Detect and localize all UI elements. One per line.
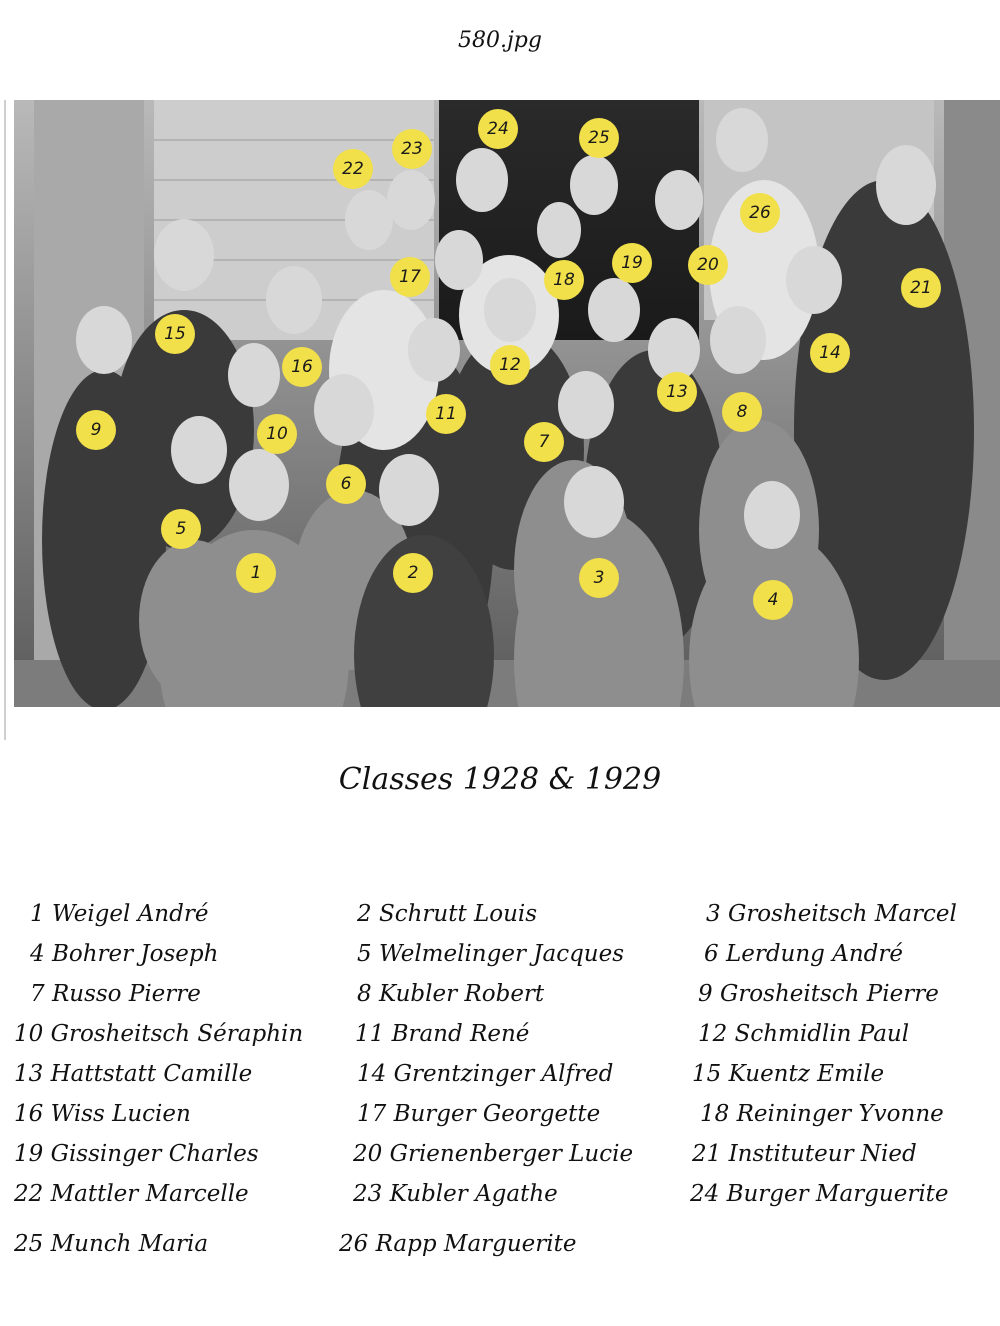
marker-25: 25 — [579, 118, 619, 158]
legend-entry: 19 Gissinger Charles — [14, 1141, 259, 1167]
marker-4: 4 — [753, 580, 793, 620]
marker-22: 22 — [333, 149, 373, 189]
marker-24: 24 — [478, 109, 518, 149]
marker-26: 26 — [740, 193, 780, 233]
marker-6: 6 — [326, 464, 366, 504]
legend-entry: 8 Kubler Robert — [357, 981, 545, 1007]
marker-18: 18 — [544, 260, 584, 300]
legend-entry: 25 Munch Maria — [14, 1231, 209, 1257]
legend-entry: 15 Kuentz Emile — [692, 1061, 885, 1087]
photo-caption: Classes 1928 & 1929 — [338, 762, 662, 797]
marker-15: 15 — [155, 314, 195, 354]
legend-entry: 13 Hattstatt Camille — [14, 1061, 253, 1087]
marker-13: 13 — [657, 372, 697, 412]
legend-entry: 18 Reininger Yvonne — [700, 1101, 944, 1127]
marker-10: 10 — [257, 414, 297, 454]
marker-9: 9 — [76, 410, 116, 450]
marker-8: 8 — [722, 392, 762, 432]
marker-5: 5 — [161, 509, 201, 549]
marker-12: 12 — [490, 345, 530, 385]
legend-entry: 17 Burger Georgette — [357, 1101, 601, 1127]
legend-entry: 24 Burger Marguerite — [690, 1181, 949, 1207]
file-name: 580.jpg — [458, 28, 542, 53]
legend-entry: 21 Instituteur Nied — [692, 1141, 917, 1167]
marker-23: 23 — [392, 129, 432, 169]
marker-7: 7 — [524, 422, 564, 462]
legend-entry: 26 Rapp Marguerite — [339, 1231, 577, 1257]
marker-20: 20 — [688, 245, 728, 285]
legend-entry: 14 Grentzinger Alfred — [357, 1061, 614, 1087]
marker-11: 11 — [426, 394, 466, 434]
legend-entry: 10 Grosheitsch Séraphin — [14, 1021, 304, 1047]
legend-entry: 20 Grienenberger Lucie — [353, 1141, 634, 1167]
marker-19: 19 — [612, 243, 652, 283]
legend-entry: 16 Wiss Lucien — [14, 1101, 191, 1127]
legend-entry: 3 Grosheitsch Marcel — [706, 901, 957, 927]
marker-21: 21 — [901, 268, 941, 308]
legend-entry: 12 Schmidlin Paul — [698, 1021, 910, 1047]
photo-scene — [14, 100, 1000, 707]
legend-entry: 2 Schrutt Louis — [357, 901, 538, 927]
marker-17: 17 — [390, 257, 430, 297]
legend-entry: 11 Brand René — [355, 1021, 530, 1047]
legend-entry: 22 Mattler Marcelle — [14, 1181, 249, 1207]
legend-entry: 5 Welmelinger Jacques — [357, 941, 625, 967]
legend-entry: 7 Russo Pierre — [30, 981, 201, 1007]
legend-entry: 23 Kubler Agathe — [353, 1181, 558, 1207]
legend-entry: 6 Lerdung André — [704, 941, 903, 967]
marker-14: 14 — [810, 333, 850, 373]
legend-entry: 4 Bohrer Joseph — [30, 941, 219, 967]
marker-2: 2 — [393, 553, 433, 593]
marker-1: 1 — [236, 553, 276, 593]
scan-edge-line — [4, 100, 6, 740]
marker-16: 16 — [282, 347, 322, 387]
class-photo — [14, 100, 1000, 707]
legend-entry: 1 Weigel André — [30, 901, 209, 927]
marker-3: 3 — [579, 558, 619, 598]
legend-entry: 9 Grosheitsch Pierre — [698, 981, 939, 1007]
